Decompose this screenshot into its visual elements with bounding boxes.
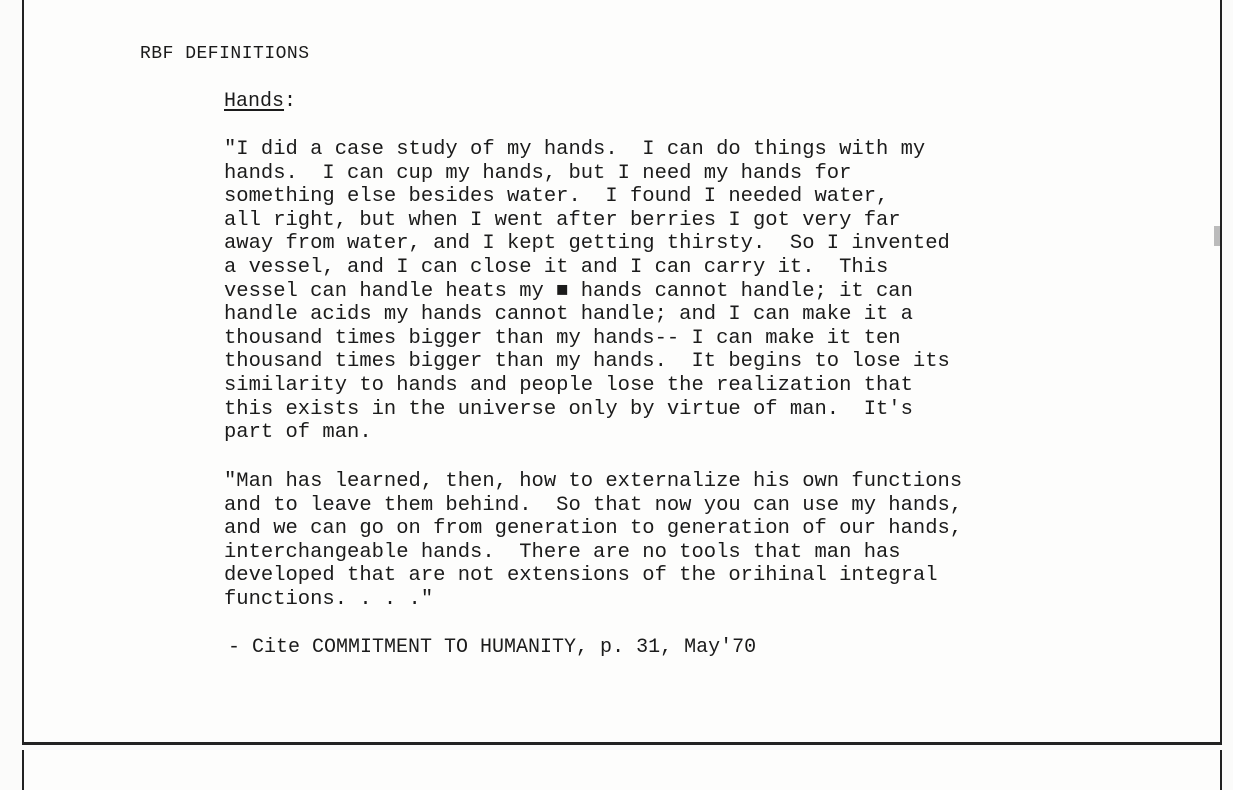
next-card-edge (22, 750, 1222, 790)
term-colon: : (284, 90, 297, 113)
quote-paragraph-1: "I did a case study of my hands. I can do things with my hands. I can cup my hands, but I need my hands for something else besides water. I found I needed water, all right, but when I went after berries I got very far away from water, and I kept getting thirsty. So I invented a vessel, and I can close it and I can carry it. This vessel can handle heats my ■ hands cannot handle; it can handle acids my hands cannot handle; and I can make it a thousand times bigger than my hands-- I can make it ten thousand times bigger than my hands. It begins to lose its similarity to hands and people lose the realization that this exists in the universe only by virtue of man. It's part of man. (224, 138, 950, 445)
card-edge-mark (1214, 226, 1220, 246)
term-heading (224, 90, 296, 113)
page-heading: RBF DEFINITIONS (140, 44, 310, 64)
quote-paragraph-2: "Man has learned, then, how to externalize his own functions and to leave them behind. So that now you can use my hands, and we can go on from generation to generation of our hands, interchangeable hands. There are no tools that man has developed that are not extensions of the orihinal integral functions. . . ." (224, 470, 963, 611)
citation: - Cite COMMITMENT TO HUMANITY, p. 31, May'70 (228, 636, 757, 659)
term-label: Hands (224, 90, 285, 113)
